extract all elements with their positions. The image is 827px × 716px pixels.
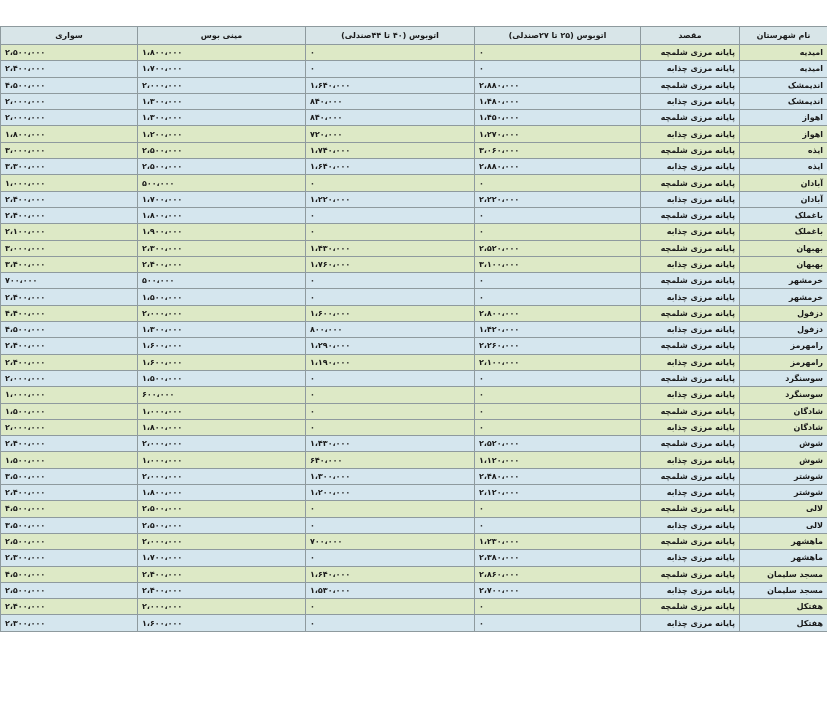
car-fare-cell: ۱،۵۰۰،۰۰۰ (1, 452, 138, 468)
destination-cell: پایانه مرزی شلمچه (641, 468, 740, 484)
bus-40-44-fare-cell: ۱،۲۰۰،۰۰۰ (306, 485, 475, 501)
bus-40-44-fare-cell: ۱،۶۴۰،۰۰۰ (306, 159, 475, 175)
car-fare-cell: ۲،۰۰۰،۰۰۰ (1, 93, 138, 109)
bus-40-44-fare-cell: ۰ (306, 387, 475, 403)
table-row (1, 517, 827, 533)
car-fare-cell: ۲،۴۰۰،۰۰۰ (1, 436, 138, 452)
table-row (1, 61, 827, 77)
table-row (1, 550, 827, 566)
header-bus-40-44: اتوبوس (۴۰ تا ۴۴صندلی) (306, 27, 475, 45)
table-row (1, 566, 827, 582)
bus-25-27-fare-cell: ۰ (475, 615, 641, 631)
minibus-fare-cell: ۱،۰۰۰،۰۰۰ (138, 403, 306, 419)
city-cell: باغملک (740, 224, 827, 240)
bus-25-27-fare-cell: ۲،۸۸۰،۰۰۰ (475, 77, 641, 93)
bus-40-44-fare-cell: ۸۴۰،۰۰۰ (306, 110, 475, 126)
minibus-fare-cell: ۱،۷۰۰،۰۰۰ (138, 191, 306, 207)
destination-cell: پایانه مرزی چذابه (641, 322, 740, 338)
minibus-fare-cell: ۱،۳۰۰،۰۰۰ (138, 110, 306, 126)
city-cell: سوسنگرد (740, 370, 827, 386)
destination-cell: پایانه مرزی چذابه (641, 354, 740, 370)
header-destination: مقصد (641, 27, 740, 45)
city-cell: آبادان (740, 175, 827, 191)
bus-25-27-fare-cell: ۲،۸۰۰،۰۰۰ (475, 305, 641, 321)
bus-40-44-fare-cell: ۰ (306, 403, 475, 419)
car-fare-cell: ۴،۵۰۰،۰۰۰ (1, 566, 138, 582)
header-bus-25-27: اتوبوس (۲۵ تا ۲۷صندلی) (475, 27, 641, 45)
minibus-fare-cell: ۲،۴۰۰،۰۰۰ (138, 582, 306, 598)
minibus-fare-cell: ۱،۸۰۰،۰۰۰ (138, 419, 306, 435)
destination-cell: پایانه مرزی شلمچه (641, 175, 740, 191)
bus-40-44-fare-cell: ۱،۴۳۰،۰۰۰ (306, 436, 475, 452)
minibus-fare-cell: ۲،۰۰۰،۰۰۰ (138, 305, 306, 321)
table-row (1, 370, 827, 386)
table-row (1, 485, 827, 501)
header-row (1, 27, 827, 45)
destination-cell: پایانه مرزی شلمچه (641, 566, 740, 582)
destination-cell: پایانه مرزی چذابه (641, 485, 740, 501)
table-row (1, 387, 827, 403)
bus-25-27-fare-cell: ۱،۴۵۰،۰۰۰ (475, 110, 641, 126)
bus-40-44-fare-cell: ۷۲۰،۰۰۰ (306, 126, 475, 142)
bus-40-44-fare-cell: ۰ (306, 289, 475, 305)
bus-25-27-fare-cell: ۳،۱۰۰،۰۰۰ (475, 256, 641, 272)
table-row (1, 305, 827, 321)
bus-40-44-fare-cell: ۷۰۰،۰۰۰ (306, 533, 475, 549)
car-fare-cell: ۳،۳۰۰،۰۰۰ (1, 159, 138, 175)
city-cell: شادگان (740, 419, 827, 435)
bus-40-44-fare-cell: ۱،۶۰۰،۰۰۰ (306, 305, 475, 321)
bus-40-44-fare-cell: ۰ (306, 615, 475, 631)
car-fare-cell: ۱،۰۰۰،۰۰۰ (1, 175, 138, 191)
car-fare-cell: ۱،۰۰۰،۰۰۰ (1, 387, 138, 403)
minibus-fare-cell: ۱،۷۰۰،۰۰۰ (138, 550, 306, 566)
header-minibus: مینی بوس (138, 27, 306, 45)
car-fare-cell: ۲،۴۰۰،۰۰۰ (1, 61, 138, 77)
city-cell: آبادان (740, 191, 827, 207)
city-cell: شوشتر (740, 468, 827, 484)
minibus-fare-cell: ۱،۹۰۰،۰۰۰ (138, 224, 306, 240)
bus-40-44-fare-cell: ۸۴۰،۰۰۰ (306, 93, 475, 109)
car-fare-cell: ۲،۴۰۰،۰۰۰ (1, 338, 138, 354)
bus-40-44-fare-cell: ۱،۴۳۰،۰۰۰ (306, 240, 475, 256)
car-fare-cell: ۲،۰۰۰،۰۰۰ (1, 370, 138, 386)
bus-25-27-fare-cell: ۰ (475, 370, 641, 386)
bus-25-27-fare-cell: ۲،۱۰۰،۰۰۰ (475, 354, 641, 370)
bus-40-44-fare-cell: ۱،۲۹۰،۰۰۰ (306, 338, 475, 354)
table-row (1, 110, 827, 126)
table-row (1, 93, 827, 109)
bus-25-27-fare-cell: ۲،۵۲۰،۰۰۰ (475, 240, 641, 256)
table-row (1, 126, 827, 142)
table-row (1, 256, 827, 272)
bus-40-44-fare-cell: ۸۰۰،۰۰۰ (306, 322, 475, 338)
table-row (1, 599, 827, 615)
destination-cell: پایانه مرزی شلمچه (641, 45, 740, 61)
bus-40-44-fare-cell: ۱،۵۳۰،۰۰۰ (306, 582, 475, 598)
minibus-fare-cell: ۲،۵۰۰،۰۰۰ (138, 159, 306, 175)
bus-40-44-fare-cell: ۱،۶۴۰،۰۰۰ (306, 566, 475, 582)
bus-25-27-fare-cell: ۰ (475, 61, 641, 77)
car-fare-cell: ۱،۵۰۰،۰۰۰ (1, 403, 138, 419)
bus-40-44-fare-cell: ۶۴۰،۰۰۰ (306, 452, 475, 468)
city-cell: امیدیه (740, 45, 827, 61)
car-fare-cell: ۲،۳۰۰،۰۰۰ (1, 550, 138, 566)
table-row (1, 615, 827, 631)
bus-25-27-fare-cell: ۲،۵۲۰،۰۰۰ (475, 436, 641, 452)
city-cell: خرمشهر (740, 289, 827, 305)
destination-cell: پایانه مرزی شلمچه (641, 370, 740, 386)
city-cell: سوسنگرد (740, 387, 827, 403)
car-fare-cell: ۲،۴۰۰،۰۰۰ (1, 485, 138, 501)
minibus-fare-cell: ۲،۴۰۰،۰۰۰ (138, 566, 306, 582)
car-fare-cell: ۲،۵۰۰،۰۰۰ (1, 533, 138, 549)
table-row (1, 403, 827, 419)
minibus-fare-cell: ۲،۰۰۰،۰۰۰ (138, 77, 306, 93)
header-city: نام شهرستان (740, 27, 827, 45)
table-row (1, 582, 827, 598)
destination-cell: پایانه مرزی چذابه (641, 61, 740, 77)
table-row (1, 533, 827, 549)
car-fare-cell: ۳،۰۰۰،۰۰۰ (1, 142, 138, 158)
table-row (1, 436, 827, 452)
table-row (1, 207, 827, 223)
bus-40-44-fare-cell: ۰ (306, 61, 475, 77)
bus-40-44-fare-cell: ۰ (306, 517, 475, 533)
city-cell: دزفول (740, 322, 827, 338)
bus-25-27-fare-cell: ۰ (475, 207, 641, 223)
bus-25-27-fare-cell: ۰ (475, 45, 641, 61)
destination-cell: پایانه مرزی چذابه (641, 452, 740, 468)
destination-cell: پایانه مرزی چذابه (641, 550, 740, 566)
bus-40-44-fare-cell: ۰ (306, 45, 475, 61)
minibus-fare-cell: ۲،۰۰۰،۰۰۰ (138, 468, 306, 484)
car-fare-cell: ۲،۰۰۰،۰۰۰ (1, 419, 138, 435)
destination-cell: پایانه مرزی شلمچه (641, 305, 740, 321)
city-cell: مسجد سلیمان (740, 566, 827, 582)
minibus-fare-cell: ۵۰۰،۰۰۰ (138, 175, 306, 191)
bus-25-27-fare-cell: ۰ (475, 175, 641, 191)
table-row (1, 338, 827, 354)
bus-25-27-fare-cell: ۱،۲۷۰،۰۰۰ (475, 126, 641, 142)
destination-cell: پایانه مرزی چذابه (641, 126, 740, 142)
table-row (1, 273, 827, 289)
destination-cell: پایانه مرزی شلمچه (641, 110, 740, 126)
bus-25-27-fare-cell: ۰ (475, 224, 641, 240)
minibus-fare-cell: ۲،۵۰۰،۰۰۰ (138, 142, 306, 158)
destination-cell: پایانه مرزی شلمچه (641, 142, 740, 158)
minibus-fare-cell: ۲،۵۰۰،۰۰۰ (138, 517, 306, 533)
car-fare-cell: ۲،۴۰۰،۰۰۰ (1, 191, 138, 207)
destination-cell: پایانه مرزی چذابه (641, 517, 740, 533)
car-fare-cell: ۲،۰۰۰،۰۰۰ (1, 110, 138, 126)
bus-25-27-fare-cell: ۰ (475, 419, 641, 435)
minibus-fare-cell: ۵۰۰،۰۰۰ (138, 273, 306, 289)
minibus-fare-cell: ۱،۷۰۰،۰۰۰ (138, 61, 306, 77)
minibus-fare-cell: ۱،۵۰۰،۰۰۰ (138, 370, 306, 386)
bus-25-27-fare-cell: ۱،۴۲۰،۰۰۰ (475, 322, 641, 338)
table-row (1, 45, 827, 61)
destination-cell: پایانه مرزی چذابه (641, 256, 740, 272)
bus-40-44-fare-cell: ۰ (306, 175, 475, 191)
destination-cell: پایانه مرزی شلمچه (641, 338, 740, 354)
bus-25-27-fare-cell: ۲،۴۸۰،۰۰۰ (475, 468, 641, 484)
car-fare-cell: ۲،۴۰۰،۰۰۰ (1, 599, 138, 615)
bus-25-27-fare-cell: ۰ (475, 289, 641, 305)
bus-25-27-fare-cell: ۲،۲۲۰،۰۰۰ (475, 191, 641, 207)
destination-cell: پایانه مرزی شلمچه (641, 207, 740, 223)
minibus-fare-cell: ۲،۰۰۰،۰۰۰ (138, 533, 306, 549)
table-row (1, 468, 827, 484)
bus-25-27-fare-cell: ۲،۷۰۰،۰۰۰ (475, 582, 641, 598)
minibus-fare-cell: ۱،۳۰۰،۰۰۰ (138, 93, 306, 109)
bus-25-27-fare-cell: ۲،۸۸۰،۰۰۰ (475, 159, 641, 175)
fare-table (0, 26, 827, 632)
minibus-fare-cell: ۲،۰۰۰،۰۰۰ (138, 436, 306, 452)
minibus-fare-cell: ۱،۶۰۰،۰۰۰ (138, 615, 306, 631)
minibus-fare-cell: ۱،۸۰۰،۰۰۰ (138, 207, 306, 223)
city-cell: هفتکل (740, 599, 827, 615)
car-fare-cell: ۳،۵۰۰،۰۰۰ (1, 468, 138, 484)
fare-table-sheet (0, 26, 827, 632)
destination-cell: پایانه مرزی شلمچه (641, 403, 740, 419)
minibus-fare-cell: ۲،۰۰۰،۰۰۰ (138, 599, 306, 615)
city-cell: اندیمشک (740, 77, 827, 93)
city-cell: اندیمشک (740, 93, 827, 109)
bus-40-44-fare-cell: ۰ (306, 550, 475, 566)
car-fare-cell: ۴،۵۰۰،۰۰۰ (1, 501, 138, 517)
city-cell: باغملک (740, 207, 827, 223)
minibus-fare-cell: ۱،۶۰۰،۰۰۰ (138, 354, 306, 370)
car-fare-cell: ۱،۸۰۰،۰۰۰ (1, 126, 138, 142)
city-cell: ایذه (740, 159, 827, 175)
destination-cell: پایانه مرزی چذابه (641, 387, 740, 403)
minibus-fare-cell: ۲،۳۰۰،۰۰۰ (138, 240, 306, 256)
destination-cell: پایانه مرزی شلمچه (641, 501, 740, 517)
bus-25-27-fare-cell: ۰ (475, 387, 641, 403)
bus-25-27-fare-cell: ۲،۸۶۰،۰۰۰ (475, 566, 641, 582)
car-fare-cell: ۲،۴۰۰،۰۰۰ (1, 354, 138, 370)
city-cell: شوش (740, 436, 827, 452)
bus-40-44-fare-cell: ۰ (306, 599, 475, 615)
bus-25-27-fare-cell: ۱،۲۳۰،۰۰۰ (475, 533, 641, 549)
minibus-fare-cell: ۶۰۰،۰۰۰ (138, 387, 306, 403)
destination-cell: پایانه مرزی چذابه (641, 582, 740, 598)
bus-25-27-fare-cell: ۰ (475, 403, 641, 419)
bus-25-27-fare-cell: ۲،۱۲۰،۰۰۰ (475, 485, 641, 501)
table-row (1, 419, 827, 435)
table-row (1, 77, 827, 93)
minibus-fare-cell: ۱،۳۰۰،۰۰۰ (138, 322, 306, 338)
city-cell: بهبهان (740, 240, 827, 256)
destination-cell: پایانه مرزی چذابه (641, 419, 740, 435)
destination-cell: پایانه مرزی چذابه (641, 289, 740, 305)
table-row (1, 452, 827, 468)
bus-25-27-fare-cell: ۱،۱۲۰،۰۰۰ (475, 452, 641, 468)
bus-40-44-fare-cell: ۱،۳۰۰،۰۰۰ (306, 468, 475, 484)
car-fare-cell: ۷۰۰،۰۰۰ (1, 273, 138, 289)
bus-40-44-fare-cell: ۰ (306, 224, 475, 240)
bus-25-27-fare-cell: ۰ (475, 599, 641, 615)
minibus-fare-cell: ۱،۸۰۰،۰۰۰ (138, 485, 306, 501)
minibus-fare-cell: ۱،۸۰۰،۰۰۰ (138, 45, 306, 61)
bus-25-27-fare-cell: ۳،۰۶۰،۰۰۰ (475, 142, 641, 158)
city-cell: بهبهان (740, 256, 827, 272)
city-cell: امیدیه (740, 61, 827, 77)
city-cell: لالی (740, 501, 827, 517)
car-fare-cell: ۲،۱۰۰،۰۰۰ (1, 224, 138, 240)
table-row (1, 322, 827, 338)
bus-25-27-fare-cell: ۲،۲۶۰،۰۰۰ (475, 338, 641, 354)
city-cell: ماهشهر (740, 550, 827, 566)
city-cell: شادگان (740, 403, 827, 419)
bus-40-44-fare-cell: ۱،۲۲۰،۰۰۰ (306, 191, 475, 207)
destination-cell: پایانه مرزی شلمچه (641, 240, 740, 256)
table-row (1, 191, 827, 207)
table-row (1, 175, 827, 191)
bus-25-27-fare-cell: ۲،۳۸۰،۰۰۰ (475, 550, 641, 566)
city-cell: شوشتر (740, 485, 827, 501)
bus-40-44-fare-cell: ۱،۶۴۰،۰۰۰ (306, 77, 475, 93)
car-fare-cell: ۴،۵۰۰،۰۰۰ (1, 322, 138, 338)
destination-cell: پایانه مرزی شلمچه (641, 436, 740, 452)
table-row (1, 354, 827, 370)
car-fare-cell: ۲،۵۰۰،۰۰۰ (1, 582, 138, 598)
fare-table-header (1, 27, 827, 45)
bus-25-27-fare-cell: ۱،۴۸۰،۰۰۰ (475, 93, 641, 109)
bus-40-44-fare-cell: ۱،۷۴۰،۰۰۰ (306, 142, 475, 158)
bus-40-44-fare-cell: ۰ (306, 419, 475, 435)
table-row (1, 289, 827, 305)
car-fare-cell: ۳،۰۰۰،۰۰۰ (1, 240, 138, 256)
bus-40-44-fare-cell: ۰ (306, 207, 475, 223)
bus-25-27-fare-cell: ۰ (475, 501, 641, 517)
city-cell: ایذه (740, 142, 827, 158)
bus-40-44-fare-cell: ۰ (306, 273, 475, 289)
car-fare-cell: ۴،۵۰۰،۰۰۰ (1, 77, 138, 93)
city-cell: خرمشهر (740, 273, 827, 289)
minibus-fare-cell: ۱،۵۰۰،۰۰۰ (138, 289, 306, 305)
car-fare-cell: ۲،۴۰۰،۰۰۰ (1, 289, 138, 305)
destination-cell: پایانه مرزی چذابه (641, 191, 740, 207)
destination-cell: پایانه مرزی چذابه (641, 224, 740, 240)
destination-cell: پایانه مرزی شلمچه (641, 273, 740, 289)
city-cell: هفتکل (740, 615, 827, 631)
destination-cell: پایانه مرزی چذابه (641, 93, 740, 109)
minibus-fare-cell: ۲،۴۰۰،۰۰۰ (138, 256, 306, 272)
table-row (1, 240, 827, 256)
destination-cell: پایانه مرزی شلمچه (641, 77, 740, 93)
city-cell: اهواز (740, 110, 827, 126)
table-row (1, 159, 827, 175)
minibus-fare-cell: ۱،۶۰۰،۰۰۰ (138, 338, 306, 354)
minibus-fare-cell: ۲،۵۰۰،۰۰۰ (138, 501, 306, 517)
city-cell: ماهشهر (740, 533, 827, 549)
table-row (1, 142, 827, 158)
car-fare-cell: ۳،۵۰۰،۰۰۰ (1, 517, 138, 533)
bus-25-27-fare-cell: ۰ (475, 517, 641, 533)
city-cell: دزفول (740, 305, 827, 321)
destination-cell: پایانه مرزی چذابه (641, 159, 740, 175)
city-cell: رامهرمز (740, 354, 827, 370)
table-row (1, 501, 827, 517)
bus-40-44-fare-cell: ۰ (306, 501, 475, 517)
destination-cell: پایانه مرزی چذابه (641, 615, 740, 631)
bus-25-27-fare-cell: ۰ (475, 273, 641, 289)
table-row (1, 224, 827, 240)
city-cell: مسجد سلیمان (740, 582, 827, 598)
header-car: سواری (1, 27, 138, 45)
city-cell: اهواز (740, 126, 827, 142)
bus-40-44-fare-cell: ۱،۷۶۰،۰۰۰ (306, 256, 475, 272)
destination-cell: پایانه مرزی شلمچه (641, 599, 740, 615)
car-fare-cell: ۲،۵۰۰،۰۰۰ (1, 45, 138, 61)
car-fare-cell: ۴،۴۰۰،۰۰۰ (1, 305, 138, 321)
fare-table-body (1, 45, 827, 632)
car-fare-cell: ۳،۴۰۰،۰۰۰ (1, 256, 138, 272)
car-fare-cell: ۲،۳۰۰،۰۰۰ (1, 615, 138, 631)
destination-cell: پایانه مرزی شلمچه (641, 533, 740, 549)
bus-40-44-fare-cell: ۱،۱۹۰،۰۰۰ (306, 354, 475, 370)
city-cell: شوش (740, 452, 827, 468)
minibus-fare-cell: ۱،۲۰۰،۰۰۰ (138, 126, 306, 142)
car-fare-cell: ۲،۴۰۰،۰۰۰ (1, 207, 138, 223)
minibus-fare-cell: ۱،۰۰۰،۰۰۰ (138, 452, 306, 468)
city-cell: لالی (740, 517, 827, 533)
bus-40-44-fare-cell: ۰ (306, 370, 475, 386)
city-cell: رامهرمز (740, 338, 827, 354)
